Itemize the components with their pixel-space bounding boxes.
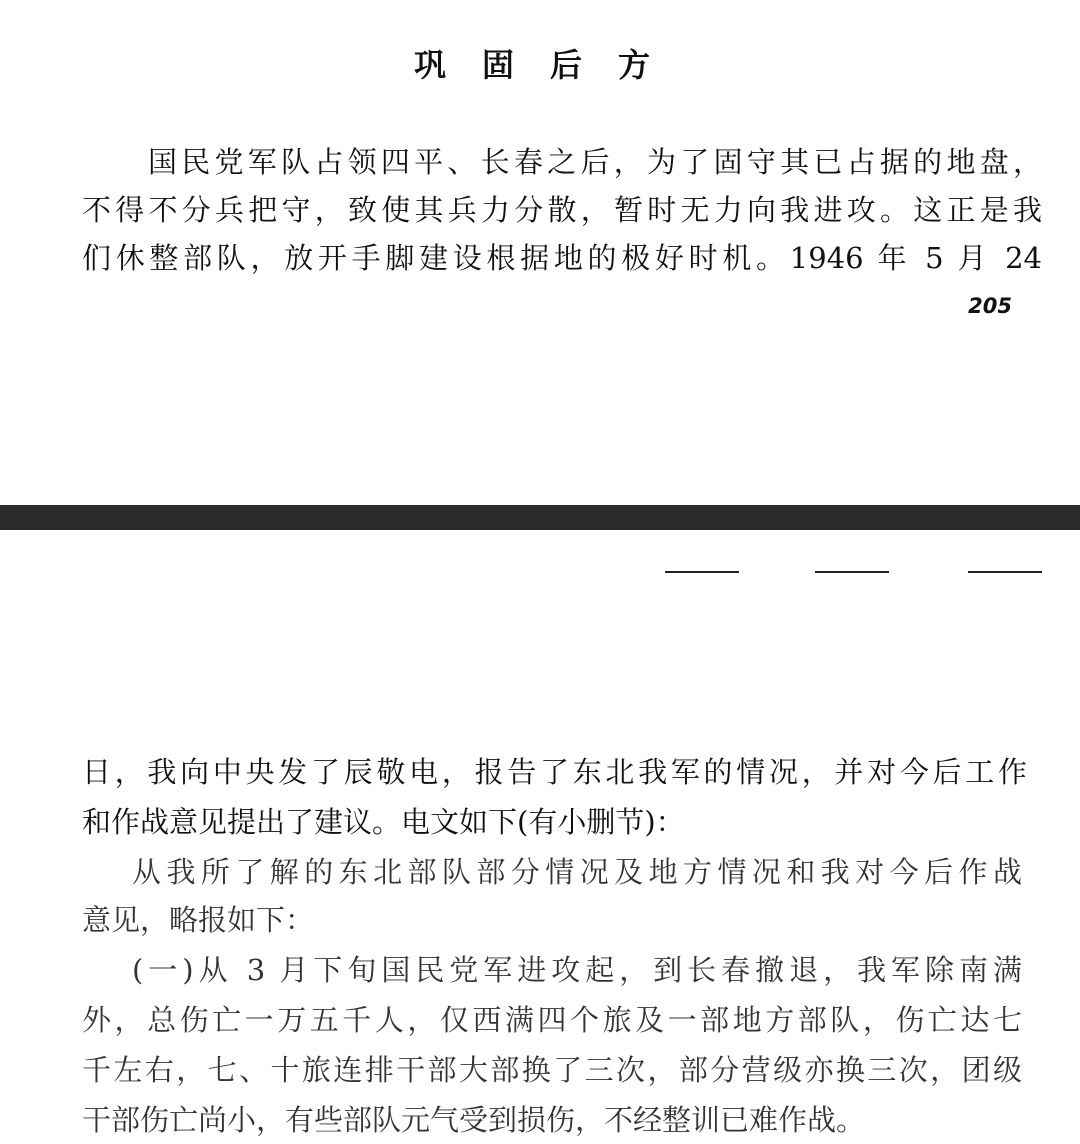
paragraph-line: 从我所了解的东北部队部分情况及地方情况和我对今后作战 <box>132 855 1022 889</box>
paragraph-line: 日，我向中央发了辰敬电，报告了东北我军的情况，并对今后工作 <box>82 755 1027 789</box>
header-rule <box>665 571 739 573</box>
paragraph-line: 国民党军队占领四平、长春之后，为了固守其已占据的地盘， <box>148 145 1042 179</box>
section-title: 巩固后方 <box>413 46 686 84</box>
page-top <box>0 0 1080 505</box>
paragraph-line: 千左右，七、十旅连排干部大部换了三次，部分营级亦换三次，团级 <box>82 1053 1022 1087</box>
header-rule <box>815 571 889 573</box>
paragraph-line: 们休整部队，放开手脚建设根据地的极好时机。1946 年 5 月 24 <box>82 241 1042 275</box>
paragraph-line: 不得不分兵把守，致使其兵力分散，暂时无力向我进攻。这正是我 <box>82 193 1042 227</box>
page-separator <box>0 505 1080 530</box>
header-rule <box>968 571 1042 573</box>
paragraph-line: (一)从 3 月下旬国民党军进攻起，到长春撤退，我军除南满 <box>132 953 1022 987</box>
paragraph-line: 和作战意见提出了建议。电文如下(有小删节)： <box>82 805 685 839</box>
paragraph-line: 意见，略报如下： <box>82 903 315 937</box>
paragraph-line: 干部伤亡尚小，有些部队元气受到损伤，不经整训已难作战。 <box>82 1103 866 1137</box>
page-bottom <box>0 530 1080 1144</box>
paragraph-line: 外，总伤亡一万五千人，仅西满四个旅及一部地方部队，伤亡达七 <box>82 1003 1022 1037</box>
page-number: 205 <box>968 294 1012 318</box>
